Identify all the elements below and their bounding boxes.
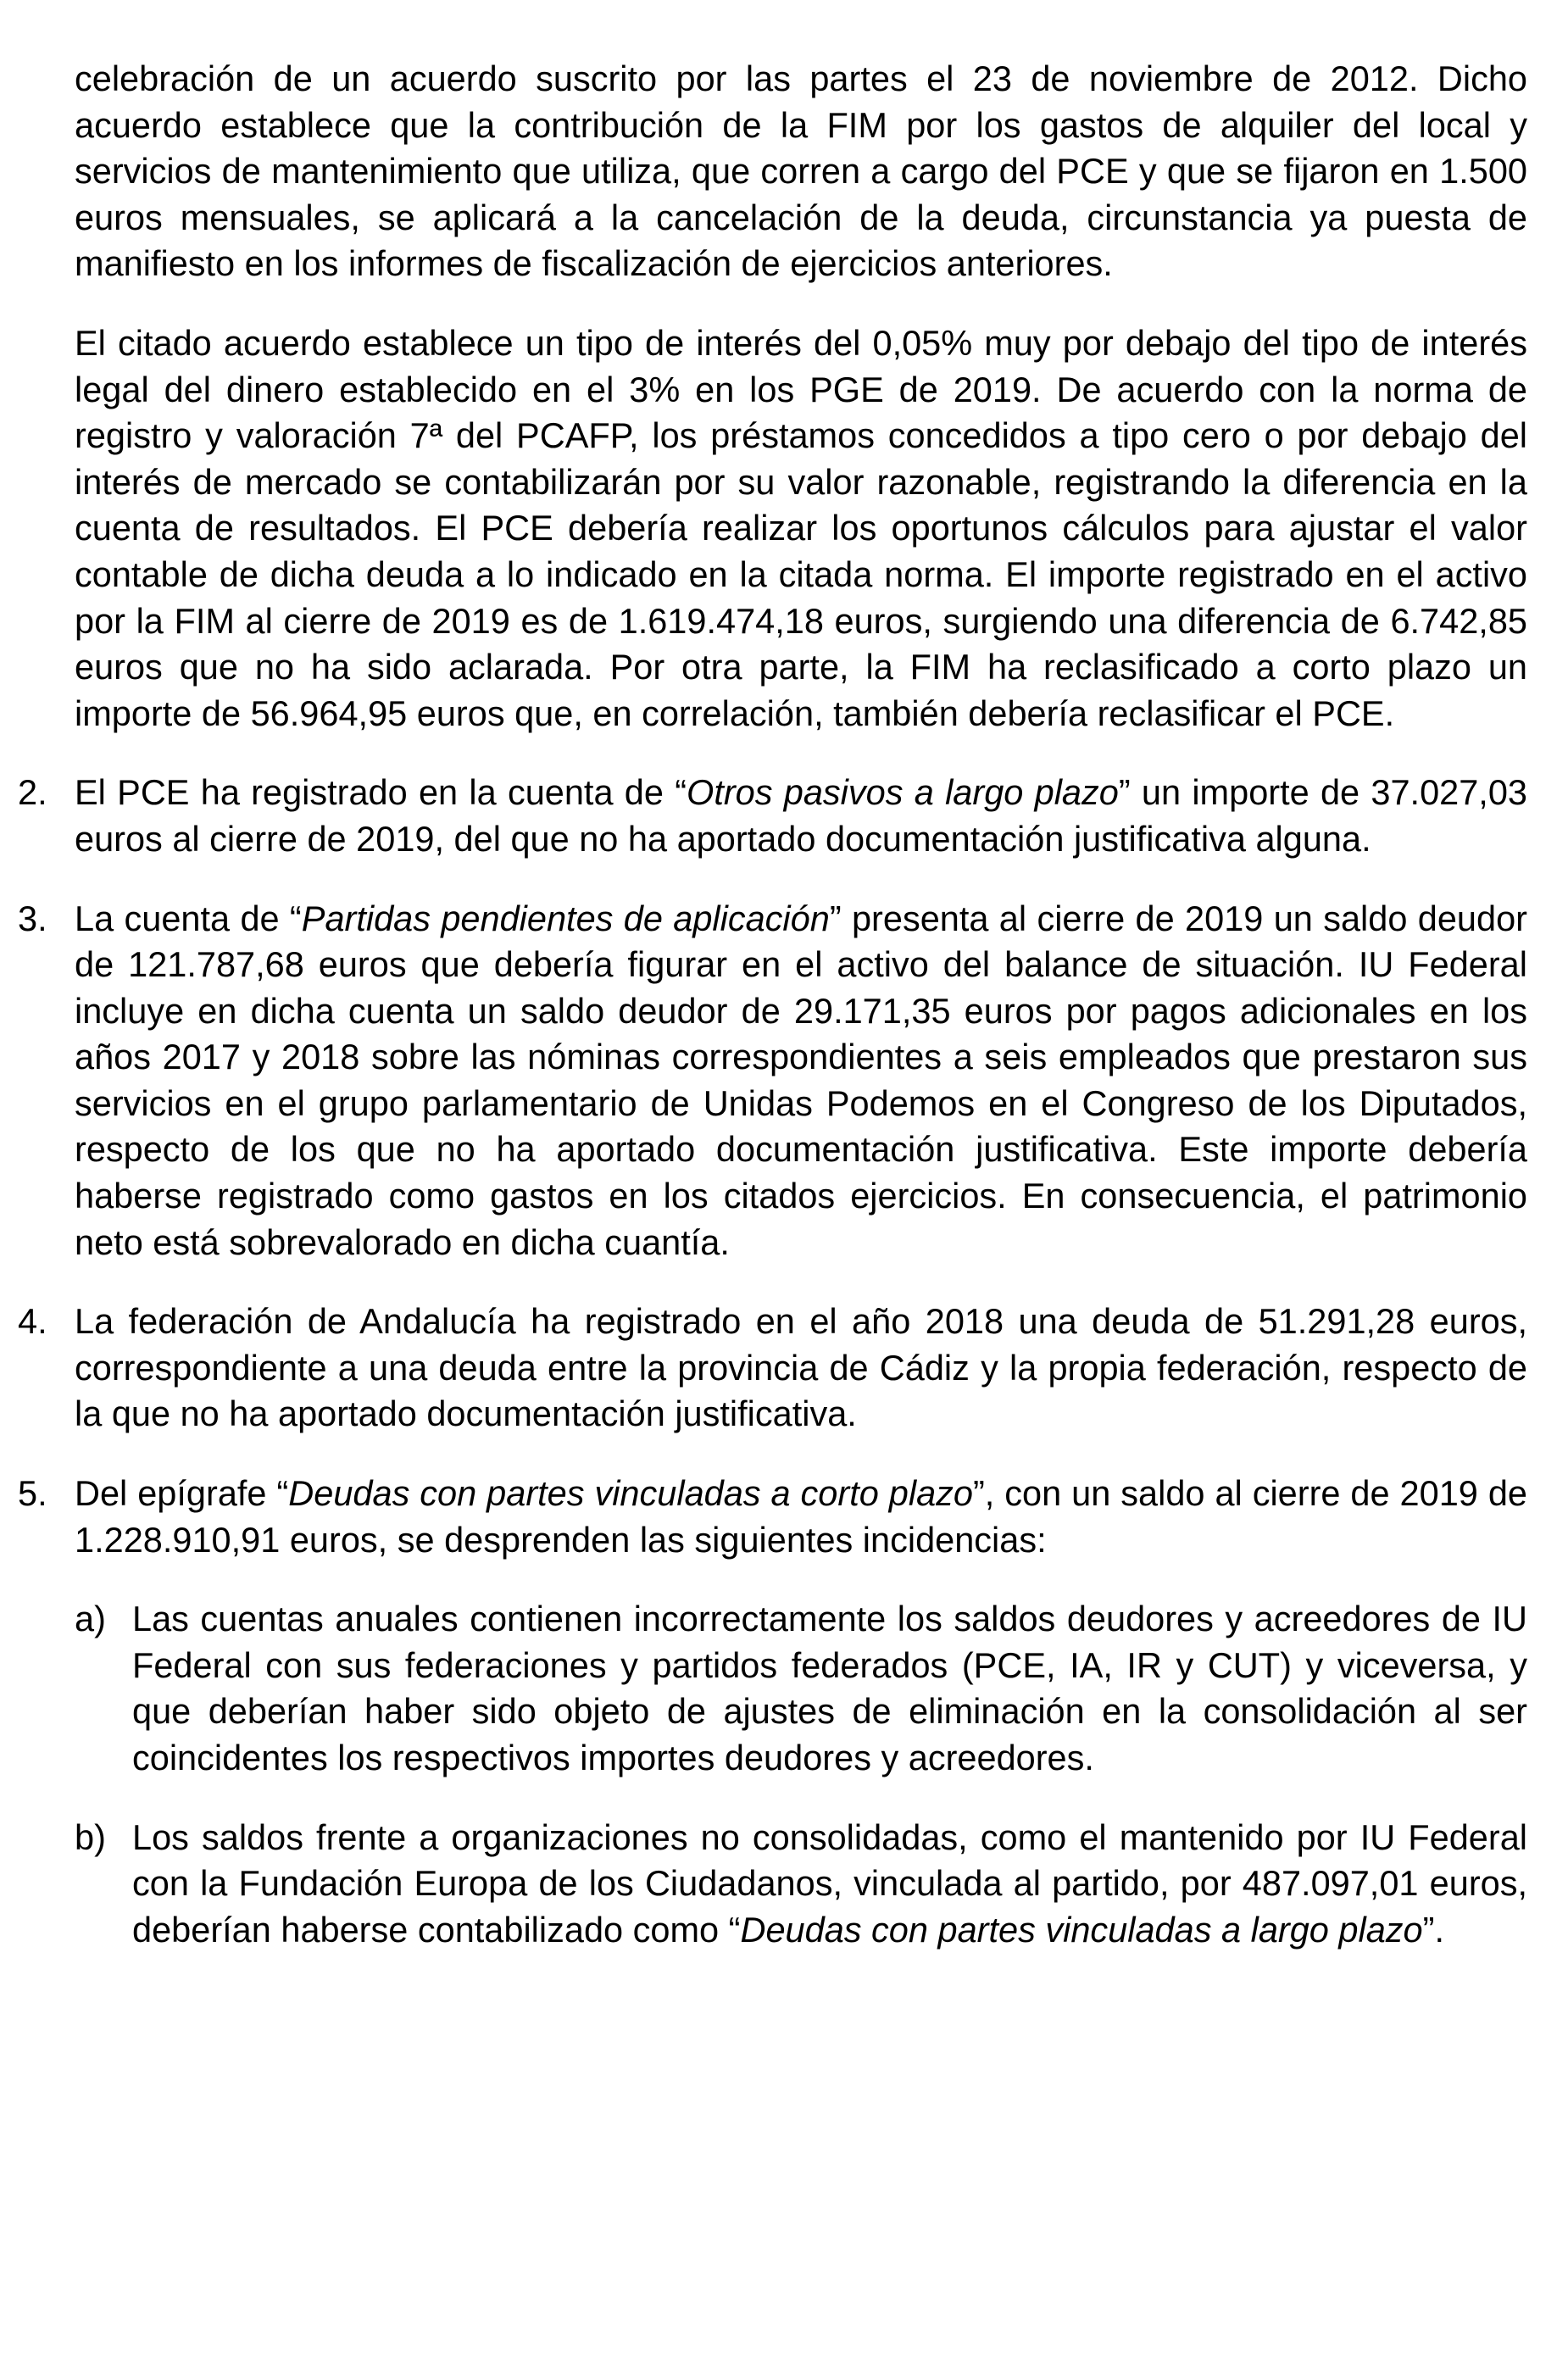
list-number: 3.: [18, 898, 47, 938]
text-run: La cuenta de “: [75, 898, 302, 938]
list-item-3: [0, 896, 1527, 1266]
list-number: 4.: [18, 1301, 47, 1342]
paragraph-acuerdo-2012: celebración de un acuerdo suscrito por las partes el 23 de noviembre de 2012. Dicho acuerdo establece que la contribución de la FIM por los gastos de alquiler del local y servicios de mantenimiento que utiliza, que corren a cargo del PCE y que se fijaron en 1.500 euros mensuales, se aplicará a la cancelación de la deuda, circunstancia ya puesta de manifiesto en los informes de fiscalización de ejercicios anteriores.: [75, 58, 1527, 284]
sub-list: [75, 1596, 1527, 1953]
list-item-4: [0, 1299, 1527, 1438]
list-item-text: [75, 1471, 1527, 1563]
sub-item-label: a): [75, 1599, 106, 1639]
italic-account-name: Otros pasivos a largo plazo: [687, 772, 1119, 813]
list-item-2: [0, 770, 1527, 862]
sub-item-label: b): [75, 1816, 106, 1857]
text-run: ”, con un saldo al cierre de 2019 de 1.228.910,91 euros, se desprenden las siguientes incidencias:: [75, 1473, 1527, 1560]
list-item-text: [75, 770, 1527, 862]
list-item-text: [75, 1299, 1527, 1438]
list-number: 2.: [18, 772, 47, 813]
sub-item-text: [132, 1596, 1527, 1781]
italic-account-name: Partidas pendientes de aplicación: [301, 898, 830, 938]
sub-item-a: [75, 1596, 1527, 1781]
sub-item-text: [132, 1815, 1527, 1954]
paragraph-tipo-interes: El citado acuerdo establece un tipo de interés del 0,05% muy por debajo del tipo de interés legal del dinero establecido en el 3% en los PGE de 2019. De acuerdo con la norma de registro y valoración 7ª del PCAFP, los préstamos concedidos a tipo cero o por debajo del interés de mercado se contabilizarán por su valor razonable, registrando la diferencia en la cuenta de resultados. El PCE debería realizar los oportunos cálculos para ajustar el valor contable de dicha deuda a lo indicado en la citada norma. El importe registrado en el activo por la FIM al cierre de 2019 es de 1.619.474,18 euros, surgiendo una diferencia de 6.742,85 euros que no ha sido aclarada. Por otra parte, la FIM ha reclasificado a corto plazo un importe de 56.964,95 euros que, en correlación, también debería reclasificar el PCE.: [75, 322, 1527, 733]
list-item-text: [75, 896, 1527, 1266]
list-number: 5.: [18, 1473, 47, 1514]
list-item-5: [0, 1471, 1527, 1953]
document-page: [0, 56, 1568, 1986]
text-run: Las cuentas anuales contienen incorrectamente los saldos deudores y acreedores de IU Federal con sus federaciones y partidos federados (PCE, IA, IR y CUT) y viceversa, y que deberían haber sido objeto de ajustes de eliminación en la consolidación al ser coincidentes los respectivos importes deudores y acreedores.: [132, 1599, 1527, 1777]
text-run: El PCE ha registrado en la cuenta de “: [75, 772, 687, 813]
text-run: ” presenta al cierre de 2019 un saldo deudor de 121.787,68 euros que debería figurar en el activo del balance de situación. IU Federal incluye en dicha cuenta un saldo deudor de 29.171,35 euros por pagos adicionales en los años 2017 y 2018 sobre las nóminas correspondientes a seis empleados que prestaron sus servicios en el grupo parlamentario de Unidas Podemos en el Congreso de los Diputados, respecto de los que no ha aportado documentación justificativa. Este importe debería haberse registrado como gastos en los citados ejercicios. En consecuencia, el patrimonio neto está sobrevalorado en dicha cuantía.: [75, 898, 1527, 1262]
text-run: La federación de Andalucía ha registrado en el año 2018 una deuda de 51.291,28 euros, correspondiente a una deuda entre la provincia de Cádiz y la propia federación, respecto de la que no ha aportado documentación justificativa.: [75, 1301, 1527, 1434]
italic-account-name: Deudas con partes vinculadas a largo plazo: [740, 1909, 1423, 1950]
text-run: ” un importe de 37.027,03 euros al cierre de 2019, del que no ha aportado documentación justificativa alguna.: [75, 772, 1528, 859]
text-run: Los saldos frente a organizaciones no consolidadas, como el mantenido por IU Federal con la Fundación Europa de los Ciudadanos, vinculada al partido, por 487.097,01 euros, deberían haberse contabilizado como “: [132, 1816, 1527, 1950]
text-run: ”.: [1422, 1909, 1444, 1950]
italic-account-name: Deudas con partes vinculadas a corto plazo: [288, 1473, 973, 1514]
sub-item-b: [75, 1815, 1527, 1954]
text-run: Del epígrafe “: [75, 1473, 289, 1514]
